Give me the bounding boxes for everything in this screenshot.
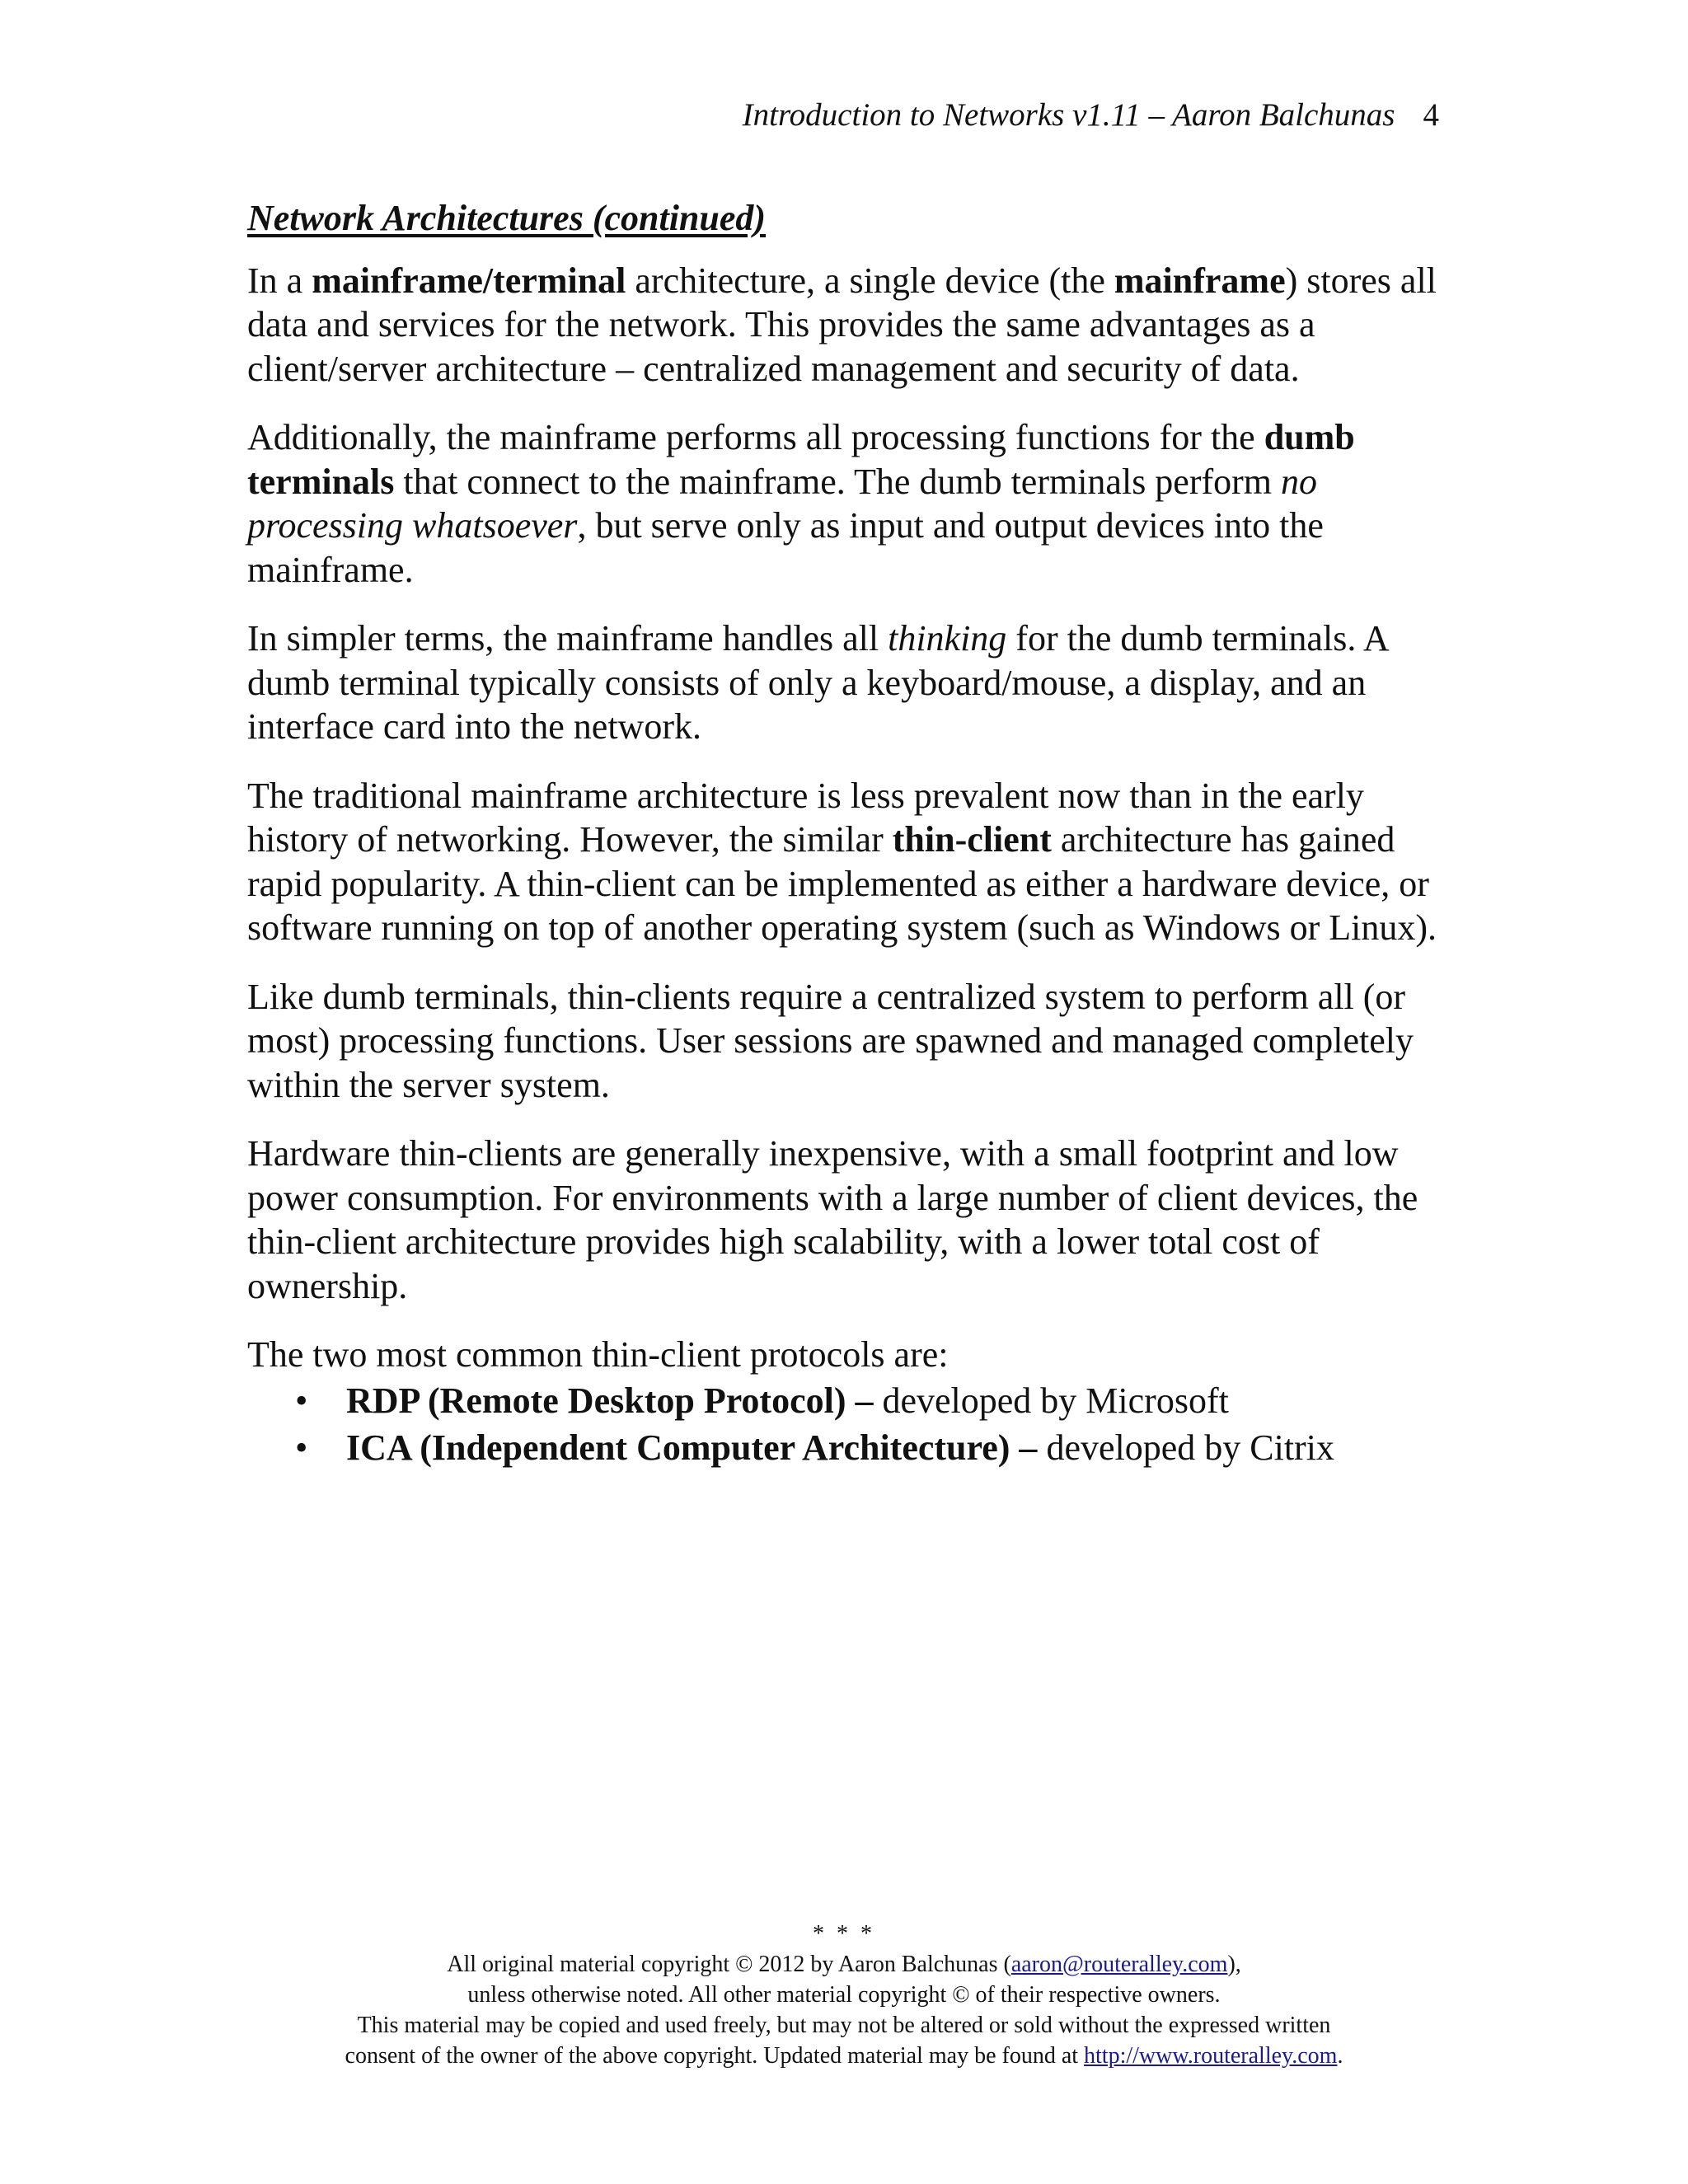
email-link[interactable]: aaron@routeralley.com — [1010, 1952, 1228, 1977]
text-run: architecture has gained rapid popularity. A thin-client can be implemented as either a hardware device, or software running on top of another operating system (such as Windows or Linux). — [247, 819, 1437, 948]
website-link[interactable]: http://www.routeralley.com — [1084, 2043, 1338, 2069]
footer-line: This material may be copied and used freely, but may not be altered or sold without the expressed written — [357, 2013, 1331, 2038]
text-run: In simpler terms, the mainframe handles all — [247, 618, 889, 658]
footer-line — [0, 1949, 1688, 1980]
footer-text: All original material copyright © 2012 by Aaron Balchunas ( — [447, 1952, 1011, 1977]
footer-text: . — [1337, 2043, 1343, 2069]
protocol-detail: developed by Microsoft — [873, 1380, 1229, 1421]
page-footer — [0, 1919, 1688, 2071]
text-run: ) stores all data and services for the network. This provides the same advantages as a client/server architecture – centralized management and security of data. — [247, 260, 1437, 389]
protocol-detail: developed by Citrix — [1037, 1427, 1334, 1468]
term-mainframe-terminal: mainframe/terminal — [312, 260, 626, 301]
paragraph-simpler-terms — [247, 616, 1439, 749]
term-mainframe: mainframe — [1114, 260, 1286, 301]
text-run: Additionally, the mainframe performs all processing functions for the — [247, 417, 1264, 457]
text-run: architecture, a single device (the — [626, 260, 1114, 301]
footer-text: ), — [1227, 1952, 1241, 1977]
text-run: for the dumb terminals. A dumb terminal typically consists of only a keyboard/mouse, a display, and an interface card into the network. — [247, 618, 1388, 747]
section-title: Network Architectures (continued) — [247, 198, 767, 238]
bullet-icon: • — [295, 1380, 308, 1421]
protocol-list — [247, 1377, 1439, 1471]
footer-separator: * * * — [813, 1921, 875, 1947]
protocol-name: RDP (Remote Desktop Protocol) – — [346, 1380, 874, 1421]
paragraph-centralized-system: Like dumb terminals, thin-clients require a centralized system to perform all (or most) processing functions. User sessions are spawned and managed completely within the server system. — [247, 976, 1414, 1105]
term-thin-client: thin-client — [892, 819, 1052, 860]
paragraph-dumb-terminals — [247, 415, 1439, 592]
main-content — [247, 196, 1439, 1471]
paragraph-hardware-thin-clients: Hardware thin-clients are generally inexpensive, with a small footprint and low power consumption. For environments with a large number of client devices, the thin-client architecture provides high scalability, with a lower total cost of ownership. — [247, 1133, 1418, 1306]
text-run: , but serve only as input and output devices into the mainframe. — [247, 505, 1324, 590]
footer-line — [0, 2041, 1688, 2071]
emphasis-thinking: thinking — [888, 618, 1007, 658]
text-run: that connect to the mainframe. The dumb terminals perform — [394, 461, 1282, 502]
text-run: In a — [247, 260, 312, 301]
bullet-icon: • — [295, 1427, 308, 1468]
footer-text: consent of the owner of the above copyright. Updated material may be found at — [345, 2043, 1085, 2069]
term-dumb-terminals: dumb terminals — [247, 417, 1355, 502]
header-title: Introduction to Networks v1.11 – Aaron Balchunas — [742, 97, 1395, 133]
list-item — [295, 1424, 1439, 1471]
protocol-name: ICA (Independent Computer Architecture) – — [346, 1427, 1038, 1468]
list-item — [295, 1377, 1439, 1424]
footer-line: unless otherwise noted. All other material copyright © of their respective owners. — [467, 1982, 1221, 2008]
page-header — [247, 96, 1439, 135]
page-number: 4 — [1423, 97, 1439, 133]
paragraph-mainframe-terminal — [247, 259, 1439, 391]
emphasis-no-processing: no processing whatsoever — [247, 461, 1318, 546]
paragraph-thin-client — [247, 774, 1439, 950]
paragraph-protocols-intro: The two most common thin-client protocols are: — [247, 1334, 949, 1375]
text-run: The traditional mainframe architecture is less prevalent now than in the early history of networking. However, the similar — [247, 775, 1364, 860]
